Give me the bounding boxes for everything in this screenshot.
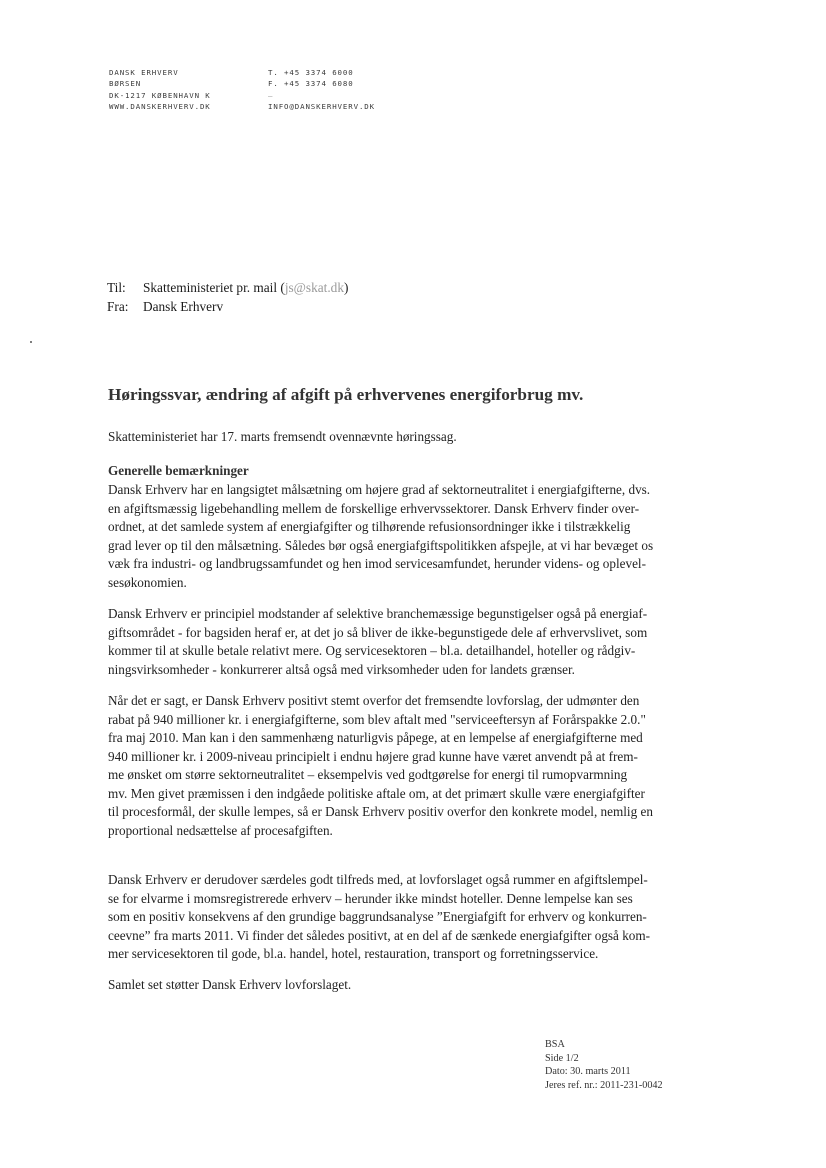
closing-paragraph: Samlet set støtter Dansk Erhverv lovforslaget. [108, 977, 352, 992]
paragraph-line: ordnet, at det samlede system af energiafgifter og tilhørende refusionsordninger ikke i tilstrækkelig [108, 519, 631, 534]
paragraph-line: kommer til at skulle betale relativt mere. Og servicesektoren – bl.a. detailhandel, hoteller og rådgiv- [108, 643, 636, 658]
paragraph-line: til procesformål, der skulle lempes, så er Dansk Erhverv positiv overfor den konkrete model, nemlig en [108, 804, 653, 819]
footer-reference: Jeres ref. nr.: 2011-231-0042 [545, 1079, 663, 1091]
letterhead-website: WWW.DANSKERHVERV.DK [109, 101, 211, 111]
paragraph-line: sesøkonomien. [108, 574, 187, 590]
paragraph-line: se for elvarme i momsregistrerede erhverv – herunder ikke mindst hoteller. Denne lempelse kan ses [108, 890, 633, 906]
scan-dot [30, 341, 32, 343]
from-label: Fra: [107, 299, 129, 314]
letterhead-phone: T. +45 3374 6000 [268, 68, 354, 77]
paragraph-line: grad lever op til den målsætning. Således bør også energiafgiftspolitikken afspejle, at vi har bevæget os [108, 537, 654, 553]
paragraph-line: 940 millioner kr. i 2009-niveau principielt i endnu højere grad kunne have været anvendt på at frem- [108, 748, 638, 764]
paragraph-line: proportional nedsættelse af procesafgiften. [108, 822, 333, 838]
paragraph-line: me ønsket om større sektorneutralitet – eksempelvis ved godtgørelse for energi til rumopvarmning [108, 767, 628, 782]
paragraph-line: Dansk Erhverv er principiel modstander af selektive branchemæssige begunstigelser også på energiaf- [108, 606, 648, 621]
document-footer [545, 1038, 663, 1092]
to-value: Skatteministeriet pr. mail ( [143, 280, 285, 295]
paragraph-line: Dansk Erhverv er derudover særdeles godt tilfreds med, at lovforslaget også rummer en afgiftslempel- [108, 872, 648, 887]
paragraph-line: som en positiv konsekvens af den grundige baggrundsanalyse ”Energiafgift for erhverv og konkurren- [108, 909, 647, 924]
paragraph-line: ningsvirksomheder - konkurrerer altså også med virksomheder uden for landets grænser. [108, 661, 575, 677]
paragraph-line: giftsområdet - for bagsiden heraf er, at det jo så bliver de ikke-begunstigede dele af erhvervslivet, som [108, 624, 648, 640]
footer-page: Side 1/2 [545, 1052, 579, 1064]
to-recipient [143, 278, 348, 297]
to-close: ) [343, 280, 349, 295]
from-row [107, 297, 348, 316]
to-label: Til: [107, 280, 126, 295]
letterhead-company: DANSK ERHVERV [109, 68, 179, 77]
letterhead-dash: – [268, 90, 274, 100]
paragraph-line: Når det er sagt, er Dansk Erhverv positivt stemt overfor det fremsendte lovforslag, der udmønter den [108, 693, 640, 708]
paragraph-line: rabat på 940 millioner kr. i energiafgifterne, som blev aftalt med "serviceeftersyn af Forårspakke 2.0." [108, 711, 646, 727]
letterhead-building: BØRSEN [109, 79, 142, 89]
document-title: Høringssvar, ændring af afgift på erhvervenes energiforbrug mv. [108, 385, 584, 404]
paragraph-line: fra maj 2010. Man kan i den sammenhæng naturligvis påpege, at en lempelse af energiafgifterne med [108, 730, 643, 745]
address-block [107, 278, 348, 316]
paragraph-3 [108, 692, 728, 840]
paragraph-line: mer servicesektoren til gode, bl.a. handel, hotel, restauration, transport og forretningsservice. [108, 946, 599, 961]
footer-date: Dato: 30. marts 2011 [545, 1066, 631, 1078]
from-value: Dansk Erhverv [143, 299, 224, 314]
letterhead-email: INFO@DANSKERHVERV.DK [268, 101, 375, 111]
paragraph-4 [108, 871, 728, 964]
paragraph-line: Dansk Erhverv har en langsigtet målsætning om højere grad af sektorneutralitet i energiafgifterne, dvs. [108, 482, 651, 497]
paragraph-line: en afgiftsmæssig ligebehandling mellem de forskellige erhvervssektorer. Dansk Erhverv finder over- [108, 500, 640, 516]
paragraph-line: ceevne” fra marts 2011. Vi finder det således positivt, at en del af de sænkede energiafgifter også kom- [108, 927, 651, 943]
paragraph-line: mv. Men givet præmissen i den indgåede politiske aftale om, at det primært skulle være energiafgifter [108, 785, 645, 801]
paragraph-line: væk fra industri- og landbrugssamfundet og hen imod servicesamfundet, herunder videns- og oplevel- [108, 556, 646, 571]
section-heading: Generelle bemærkninger [108, 463, 249, 478]
letterhead-fax: F. +45 3374 6080 [268, 79, 354, 89]
footer-initials: BSA [545, 1039, 565, 1050]
paragraph-2 [108, 605, 728, 679]
letterhead-contact [268, 67, 375, 112]
intro-paragraph: Skatteministeriet har 17. marts fremsendt ovennævnte høringssag. [108, 429, 457, 444]
to-row [107, 278, 348, 297]
letterhead-address [109, 67, 211, 112]
to-email: js@skat.dk [284, 280, 344, 295]
letterhead-postal: DK-1217 KØBENHAVN K [109, 90, 211, 100]
paragraph-1 [108, 481, 728, 592]
